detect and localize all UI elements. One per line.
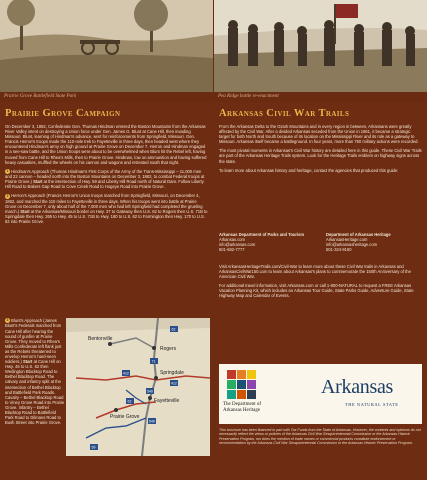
trails-paragraph-2: The most pivotal moments in Arkansas's Civil War history are detailed here in this guide. These Civil War Trails are part of the Arkansas Heritage Trails system. Look for the Heritage Trails emblem on highway signs across the state.	[219, 148, 422, 164]
visit-text	[219, 264, 422, 303]
contact-1-title: Arkansas Department of Parks and Tourism	[219, 232, 305, 237]
pea-ridge-photo	[214, 0, 427, 92]
contact-1-url[interactable]: Arkansas.com	[219, 237, 245, 243]
stop-2-start: Start	[20, 209, 30, 215]
right-column	[214, 0, 427, 480]
more-info-paragraph: For additional travel information, visit Arkansas.com or call 1-800-NATURAL to request a FREE Arkansas Vacation Planning Kit, which includes an Arkansas Tour Guide, State Parks Guide, Adventure Guide, State Highway Map and Calendar of Events.	[219, 283, 414, 299]
map-shield-2: 71	[151, 359, 156, 364]
stop-1	[5, 169, 208, 190]
stop-3	[5, 318, 65, 425]
left-column	[0, 0, 213, 480]
contact-1-phone: 501-682-7777	[219, 247, 245, 253]
trails-text	[219, 124, 422, 177]
map-label-bentonville: Bentonville	[88, 336, 113, 342]
funding-disclaimer: This brochure has been financed in part with Tax Funds from the State of Arkansas. However, the contents and opinions do not necessarily reflect the views or policies of the Arkansas Civil War Sesquicentennial Commission or the Arkansas Historic Preservation Program, nor does the mention of trade names or commercial products constitute endorsement or recommendation by the Arkansas Civil War Sesquicentennial Commission or the Arkansas Historic Preservation Program.	[219, 428, 421, 446]
contact-2-title: Department of Arkansas Heritage	[326, 232, 391, 237]
stop-2-marker: 2	[6, 193, 9, 198]
map-label-prairie-grove: Prairie Grove	[110, 414, 140, 420]
trails-paragraph-1: From the Arkansas Delta to the Ozark Mountains and in every region in between, Arkansans were greatly affected by the Civil War. After a divided Arkansas seceded from the Union in 1861, it became a strategic target for both North and South because of its location on the Mississippi River and its role as a gateway to Missouri. Arkansas itself became a battleground. In four years, more than 750 military actions were recorded.	[219, 124, 419, 145]
stop-3-route: at Cane Hill on Hwy. 45 to U.S. 62 then Wedington Blacktop Road to Bethel Blacktop Road. The calvary and infantry split at the intersection of Bethel Blacktop and Battlefield Park Roads. Cavalry – Bethel Blacktop Road to Viney Grove Road into Prairie Grove. Infantry – Bethel Blacktop Road to Battlefield Park Road to Dilmans Road to Bush Street into Prairie Grove.	[5, 359, 65, 426]
map-shield-6: 62	[127, 399, 132, 404]
stop-3-start: Start	[22, 359, 33, 365]
contact-1-email[interactable]: info@arkansas.com	[219, 242, 256, 248]
campaign-text	[5, 124, 208, 228]
stop-1-marker: 1	[6, 169, 9, 174]
contact-heritage	[326, 232, 422, 252]
contact-2-phone: 501-324-9150	[326, 247, 352, 253]
stop-1-text: Hindman's Approach (Thomas Hindman's First Corps of the Army of the Trans-Mississippi – 11,000 men and 22 cannon – headed north into the Boston Mountains on December 3, 1862, to combat Federal troops at Prairie Grove.)	[5, 168, 205, 185]
map-label-rogers: Rogers	[160, 346, 177, 352]
stop-2	[5, 193, 208, 224]
civil-war-trails-title: Arkansas Civil War Trails	[219, 108, 350, 119]
stop-3-marker: 3	[6, 318, 9, 323]
map-shield-3: 412	[123, 371, 129, 376]
map-label-springdale: Springdale	[160, 370, 184, 376]
left-photo-caption: Prairie Grove Battlefield State Park	[4, 94, 77, 99]
stop-1-start: Start	[33, 179, 43, 185]
arkansas-state-logo	[321, 368, 421, 418]
map-shield-8: 59	[91, 445, 96, 450]
stop-1-route: at the intersection of Hwy. 59 and Liberty Hill Road north of Natural Dam. Follow Liberty Hill Road to Bakers Gap Road to Cove Creek Road to Hogeye Road into Prairie Grove.	[5, 179, 204, 190]
right-photo-caption: Pea Ridge battle re-enactment	[218, 94, 279, 99]
heritage-logo-text: The Department of Arkansas Heritage	[223, 402, 262, 413]
heritage-logo	[219, 366, 299, 422]
map-label-fayetteville: Fayetteville	[154, 398, 180, 404]
prairie-grove-title: Prairie Grove Campaign	[5, 108, 121, 119]
stop-2-text: Herron's Approach (Francis Herron's Union troops marched from Springfield, Missouri, on December 4, 1862, and marched the 110 miles to Fayetteville in three days. When his troops went into battle at Prairie Grove on December 7, only about half of the 7,000 men who had left Springfield had completed the grueling march.)	[5, 193, 203, 215]
map-shield-4: 412	[171, 381, 177, 386]
map-shield-1: 62	[171, 327, 176, 332]
prairie-grove-photo	[0, 0, 213, 92]
arkansas-logo-word: Arkansas	[321, 376, 394, 398]
contact-parks-tourism	[219, 232, 315, 252]
contact-2-email[interactable]: info@arkansasheritage.com	[326, 242, 378, 248]
visit-paragraph: Visit ArkansasHeritageTrails.com/Civil-War to learn more about these Civil War trails in Arkansas and ArkansasCivilWar150.com to learn about Arkansas's plans to commemorate the 150th Anniversary of the American Civil War.	[219, 264, 411, 280]
trails-paragraph-3: To learn more about Arkansas history and heritage, contact the agencies that produced this guide:	[219, 167, 399, 173]
logo-strip	[219, 364, 422, 424]
stop-2-route: at the Arkansas/Missouri border on Hwy. 37 to Gateway then U.S. 62 to Rogers then U.S. 71B to Springdale then Hwy. 265 to Hwy. 45 to U.S. 71B to Hwy. 180 to U.S. 62 to Farmington then Hwy. 170 to U.S. 62 into Prairie Grove.	[5, 209, 208, 225]
route-map	[66, 318, 210, 456]
contact-2-url[interactable]: ArkansasHeritage.com	[326, 237, 368, 243]
heritage-emblem-icon	[227, 370, 256, 399]
stop-3-text: Blunt's Approach (James Blunt's Federals marched from Cane Hill after hearing the sound of gunfire at Prairie Grove. They moved to Rhea's Mills Confederate left flank just as the Rebels threatened to envelop Herron's hard-seen soldiers.)	[5, 318, 62, 365]
map-shield-7: 540	[149, 419, 155, 424]
campaign-intro: On December 3, 1862, Confederate Gen. Thomas Hindman entered the Boston Mountains from the Arkansas River Valley intent on destroying a Union force under Gen. James G. Blunt at Cane Hill, then invading Missouri. Blunt, learning of Hindman's advance, sent for reinforcements from Springfield, Missouri. Gen. Francis Herron's troops made the 110-mile trek to Fayetteville in three days, then headed west where they encountered Hindman's army on high ground at Prairie Grove on December 7. Herron and Hindman engaged in a see-saw battle, and the Union troops were about to be overwhelmed when Blunt hit the Rebel left, having moved from Cane Hill to Rhea's Mills, then to Prairie Grove. Hindman, low on ammunition and having suffered heavy casualties, muffled the wheels on his cannon and wagons and retreated south that night.	[5, 124, 207, 165]
map-shield-5: 540	[147, 389, 153, 394]
arkansas-logo-tagline: THE NATURAL STATE	[345, 402, 399, 407]
